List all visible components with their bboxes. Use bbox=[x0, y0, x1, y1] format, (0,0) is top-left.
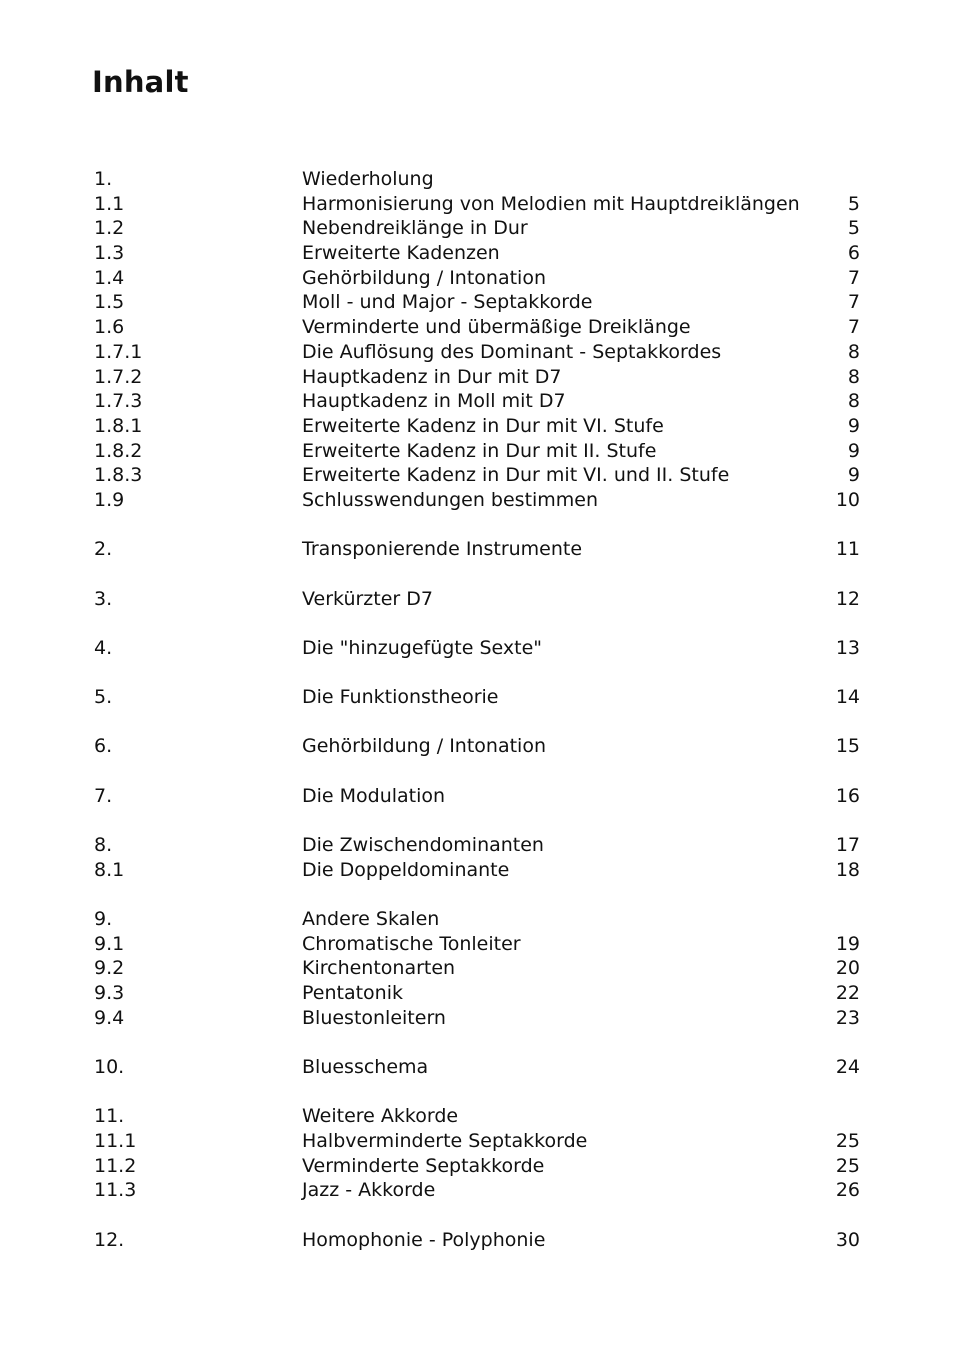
toc-entry-page-number: 12 bbox=[835, 587, 860, 610]
toc-entry-page-number: 8 bbox=[847, 365, 860, 388]
toc-entry-title: Die Doppeldominante bbox=[302, 858, 510, 881]
toc-entry[interactable] bbox=[94, 784, 860, 809]
toc-entry-number: 9.4 bbox=[94, 1006, 125, 1029]
toc-entry-title: Bluesschema bbox=[302, 1055, 429, 1078]
toc-entry-page-number: 10 bbox=[835, 488, 860, 511]
toc-section bbox=[94, 907, 860, 1030]
toc-entry[interactable] bbox=[94, 365, 860, 390]
toc-entry-page-number: 15 bbox=[835, 735, 860, 758]
toc-entry[interactable] bbox=[94, 537, 860, 562]
toc-entry[interactable] bbox=[94, 907, 860, 932]
toc-entry[interactable] bbox=[94, 1228, 860, 1253]
toc-entry-title: Nebendreiklänge in Dur bbox=[302, 217, 528, 240]
toc-entry-number: 7. bbox=[94, 784, 113, 807]
toc-entry-title: Homophonie - Polyphonie bbox=[302, 1228, 546, 1251]
toc-entry-title: Transponierende Instrumente bbox=[302, 538, 583, 561]
toc-entry-number: 1.1 bbox=[94, 192, 125, 215]
toc-entry-title: Pentatonik bbox=[302, 981, 404, 1004]
toc-entry[interactable] bbox=[94, 685, 860, 710]
toc-entry-title: Erweiterte Kadenz in Dur mit VI. und II. Stufe bbox=[302, 464, 730, 487]
toc-entry-number: 1.8.1 bbox=[94, 414, 143, 437]
toc-entry-number: 11. bbox=[94, 1105, 125, 1128]
toc-entry-page-number: 18 bbox=[835, 858, 860, 881]
toc-entry-number: 12. bbox=[94, 1228, 125, 1251]
toc-entry-number: 2. bbox=[94, 538, 113, 561]
toc-entry[interactable] bbox=[94, 734, 860, 759]
toc-entry-page-number: 24 bbox=[835, 1055, 860, 1078]
toc-entry-page-number: 7 bbox=[847, 316, 860, 339]
toc-entry-title: Schlusswendungen bestimmen bbox=[302, 488, 599, 511]
toc-entry[interactable] bbox=[94, 290, 860, 315]
toc-entry-page-number: 25 bbox=[835, 1129, 860, 1152]
toc-entry[interactable] bbox=[94, 266, 860, 291]
toc-entry-title: Gehörbildung / Intonation bbox=[302, 266, 546, 289]
toc-entry-page-number: 19 bbox=[835, 932, 860, 955]
toc-entry-title: Moll - und Major - Septakkorde bbox=[302, 291, 593, 314]
toc-entry-number: 1.7.1 bbox=[94, 340, 143, 363]
table-of-contents bbox=[94, 167, 860, 1277]
toc-entry-title: Halbverminderte Septakkorde bbox=[302, 1129, 588, 1152]
toc-entry-title: Bluestonleitern bbox=[302, 1006, 446, 1029]
toc-entry-title: Weitere Akkorde bbox=[302, 1105, 459, 1128]
toc-entry-title: Verminderte und übermäßige Dreiklänge bbox=[302, 316, 691, 339]
toc-entry-title: Andere Skalen bbox=[302, 907, 440, 930]
toc-entry-page-number: 26 bbox=[835, 1179, 860, 1202]
toc-entry-number: 1.7.2 bbox=[94, 365, 143, 388]
toc-entry-number: 1.4 bbox=[94, 266, 125, 289]
toc-section bbox=[94, 1104, 860, 1203]
toc-entry-page-number: 7 bbox=[847, 266, 860, 289]
toc-section bbox=[94, 636, 860, 661]
toc-entry-number: 11.1 bbox=[94, 1129, 137, 1152]
toc-entry-number: 10. bbox=[94, 1055, 125, 1078]
toc-entry-number: 1.8.2 bbox=[94, 439, 143, 462]
toc-section bbox=[94, 784, 860, 809]
toc-entry-title: Chromatische Tonleiter bbox=[302, 932, 521, 955]
toc-entry-number: 9.3 bbox=[94, 981, 125, 1004]
toc-section bbox=[94, 1228, 860, 1253]
toc-entry-number: 1.5 bbox=[94, 291, 125, 314]
toc-entry-page-number: 9 bbox=[847, 414, 860, 437]
toc-entry-page-number: 9 bbox=[847, 439, 860, 462]
toc-entry-title: Wiederholung bbox=[302, 168, 434, 190]
toc-entry-title: Die Auflösung des Dominant - Septakkordes bbox=[302, 340, 722, 363]
toc-entry-title: Erweiterte Kadenzen bbox=[302, 242, 500, 265]
toc-entry[interactable] bbox=[94, 1178, 860, 1203]
toc-entry[interactable] bbox=[94, 241, 860, 266]
toc-entry-page-number: 25 bbox=[835, 1154, 860, 1177]
toc-entry-number: 3. bbox=[94, 587, 113, 610]
toc-entry[interactable] bbox=[94, 1129, 860, 1154]
toc-entry[interactable] bbox=[94, 488, 860, 513]
toc-entry-page-number: 14 bbox=[835, 686, 860, 709]
page-title: Inhalt bbox=[92, 65, 189, 99]
toc-entry[interactable] bbox=[94, 636, 860, 661]
toc-entry[interactable] bbox=[94, 192, 860, 217]
toc-entry-title: Hauptkadenz in Dur mit D7 bbox=[302, 365, 562, 388]
toc-entry-title: Harmonisierung von Melodien mit Hauptdreiklängen bbox=[302, 192, 800, 215]
toc-entry-title: Die Funktionstheorie bbox=[302, 686, 499, 709]
toc-entry-title: Erweiterte Kadenz in Dur mit II. Stufe bbox=[302, 439, 657, 462]
toc-entry[interactable] bbox=[94, 587, 860, 612]
toc-entry[interactable] bbox=[94, 439, 860, 464]
toc-section bbox=[94, 1055, 860, 1080]
toc-entry-title: Gehörbildung / Intonation bbox=[302, 735, 546, 758]
toc-entry-title: Verminderte Septakkorde bbox=[302, 1154, 545, 1177]
toc-entry-number: 1.8.3 bbox=[94, 464, 143, 487]
toc-entry-number: 1.9 bbox=[94, 488, 125, 511]
toc-entry-number: 1.6 bbox=[94, 316, 125, 339]
toc-entry-number: 9.1 bbox=[94, 932, 125, 955]
toc-entry-number: 6. bbox=[94, 735, 113, 758]
toc-entry-number: 9. bbox=[94, 907, 113, 930]
toc-entry[interactable] bbox=[94, 833, 860, 858]
toc-entry-title: Die "hinzugefügte Sexte" bbox=[302, 636, 543, 659]
toc-entry-page-number: 16 bbox=[835, 784, 860, 807]
toc-entry-page-number: 11 bbox=[835, 538, 860, 561]
toc-entry[interactable] bbox=[94, 956, 860, 981]
toc-entry[interactable] bbox=[94, 167, 860, 192]
toc-entry-number: 5. bbox=[94, 686, 113, 709]
toc-entry[interactable] bbox=[94, 414, 860, 439]
toc-entry[interactable] bbox=[94, 1154, 860, 1179]
toc-entry-number: 9.2 bbox=[94, 957, 125, 980]
toc-entry-page-number: 5 bbox=[847, 217, 860, 240]
toc-entry-title: Die Modulation bbox=[302, 784, 446, 807]
toc-entry[interactable] bbox=[94, 389, 860, 414]
toc-entry-title: Erweiterte Kadenz in Dur mit VI. Stufe bbox=[302, 414, 664, 437]
toc-entry-page-number: 17 bbox=[835, 833, 860, 856]
toc-section bbox=[94, 685, 860, 710]
toc-entry-title: Die Zwischendominanten bbox=[302, 833, 544, 856]
toc-entry[interactable] bbox=[94, 1055, 860, 1080]
toc-entry-number: 8.1 bbox=[94, 858, 125, 881]
toc-entry-number: 1. bbox=[94, 168, 113, 190]
toc-entry-page-number: 5 bbox=[847, 192, 860, 215]
toc-entry[interactable] bbox=[94, 1006, 860, 1031]
toc-section bbox=[94, 167, 860, 513]
toc-entry-title: Jazz - Akkorde bbox=[302, 1179, 436, 1202]
toc-entry-page-number: 20 bbox=[835, 957, 860, 980]
toc-entry-page-number: 9 bbox=[847, 464, 860, 487]
toc-section bbox=[94, 537, 860, 562]
toc-entry-page-number: 7 bbox=[847, 291, 860, 314]
toc-entry-page-number: 6 bbox=[847, 242, 860, 265]
toc-entry-page-number: 8 bbox=[847, 390, 860, 413]
toc-entry-number: 8. bbox=[94, 833, 113, 856]
toc-entry-title: Kirchentonarten bbox=[302, 957, 456, 980]
toc-entry[interactable] bbox=[94, 340, 860, 365]
toc-entry[interactable] bbox=[94, 315, 860, 340]
toc-entry-page-number: 13 bbox=[835, 636, 860, 659]
toc-entry[interactable] bbox=[94, 932, 860, 957]
toc-entry[interactable] bbox=[94, 216, 860, 241]
toc-entry[interactable] bbox=[94, 1104, 860, 1129]
toc-entry[interactable] bbox=[94, 463, 860, 488]
toc-entry-number: 1.2 bbox=[94, 217, 125, 240]
toc-entry[interactable] bbox=[94, 858, 860, 883]
toc-entry-number: 11.2 bbox=[94, 1154, 137, 1177]
toc-section bbox=[94, 587, 860, 612]
toc-entry-number: 4. bbox=[94, 636, 113, 659]
toc-entry-page-number: 23 bbox=[835, 1006, 860, 1029]
toc-entry-number: 1.7.3 bbox=[94, 390, 143, 413]
toc-entry-title: Hauptkadenz in Moll mit D7 bbox=[302, 390, 566, 413]
toc-section bbox=[94, 734, 860, 759]
toc-entry-page-number: 22 bbox=[835, 981, 860, 1004]
toc-entry[interactable] bbox=[94, 981, 860, 1006]
toc-entry-title: Verkürzter D7 bbox=[302, 587, 433, 610]
toc-entry-page-number: 30 bbox=[835, 1228, 860, 1251]
toc-entry-number: 11.3 bbox=[94, 1179, 137, 1202]
toc-section bbox=[94, 833, 860, 882]
toc-entry-page-number: 8 bbox=[847, 340, 860, 363]
toc-entry-number: 1.3 bbox=[94, 242, 125, 265]
